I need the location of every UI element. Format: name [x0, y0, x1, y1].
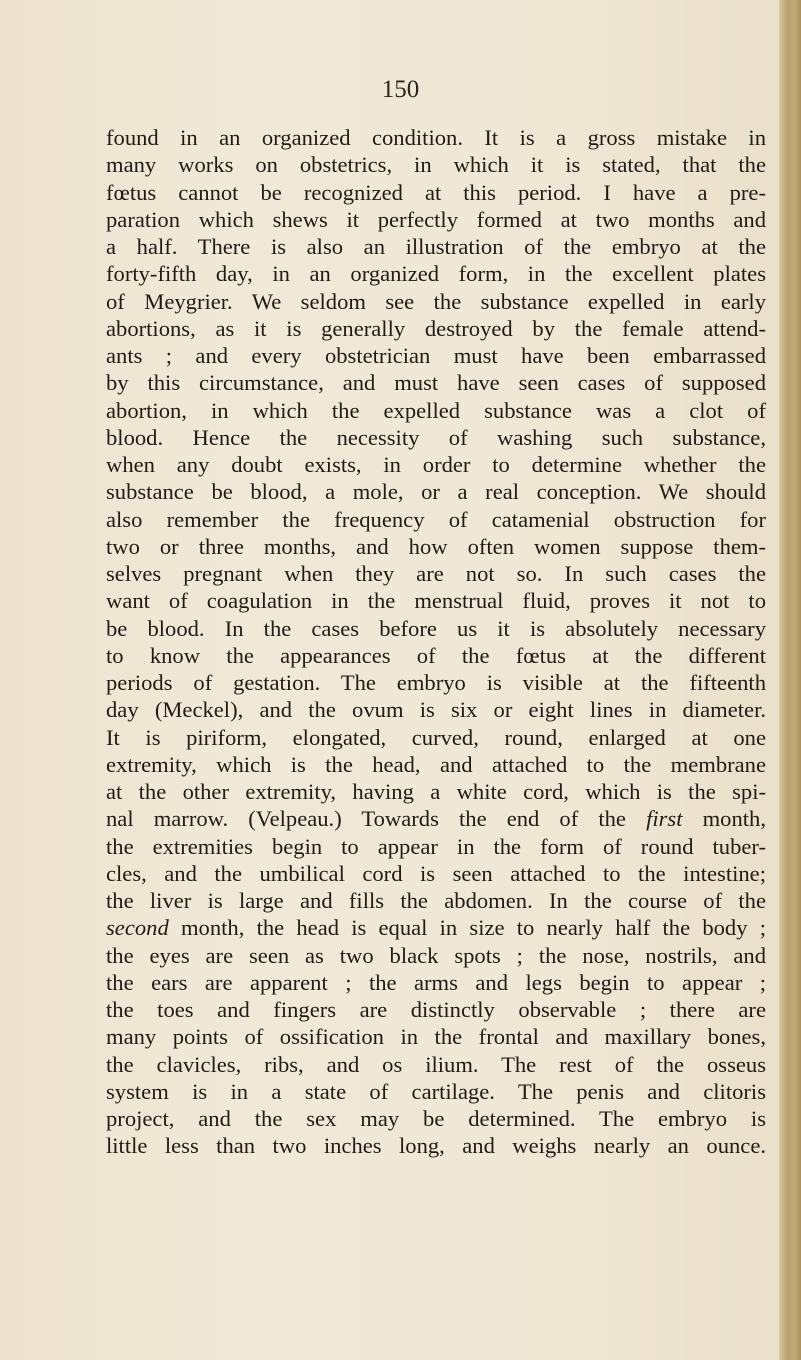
text-line: two or three months, and how often women suppose them- — [106, 533, 766, 559]
text-line: of Meygrier. We seldom see the substance expelled in early — [106, 288, 766, 314]
text-segment: month, — [702, 806, 766, 832]
text-line: selves pregnant when they are not so. In such cases the — [106, 561, 766, 586]
text-line: day (Meckel), and the ovum is six or eight lines in diameter. — [106, 697, 766, 723]
text-line: substance be blood, a mole, or a real conception. We should — [106, 479, 766, 505]
text-line: It is piriform, elongated, curved, round, enlarged at one — [106, 724, 766, 750]
italic-word-second: second — [106, 915, 169, 941]
italic-word-first: first — [646, 806, 683, 832]
text-line: by this circumstance, and must have seen cases of supposed — [106, 370, 766, 396]
text-line: the liver is large and fills the abdomen. In the course of the — [106, 888, 766, 913]
text-line: forty-fifth day, in an organized form, in the excellent plates — [106, 261, 766, 287]
text-line: paration which shews it perfectly formed at two months and — [106, 206, 766, 232]
text-line: also remember the frequency of catamenial obstruction for — [106, 506, 766, 532]
text-line: the clavicles, ribs, and os ilium. The rest of the osseus — [106, 1051, 766, 1077]
text-line: little less than two inches long, and weighs nearly an ounce. — [106, 1133, 766, 1159]
text-line: a half. There is also an illustration of the embryo at the — [106, 234, 766, 259]
text-line: the eyes are seen as two black spots ; the nose, nostrils, and — [106, 942, 766, 968]
body-text — [106, 124, 766, 1160]
text-line: extremity, which is the head, and attached to the membrane — [106, 751, 766, 777]
text-line: when any doubt exists, in order to determine whether the — [106, 452, 766, 477]
text-line: abortions, as it is generally destroyed by the female attend- — [106, 315, 766, 341]
text-line: system is in a state of cartilage. The penis and clitoris — [106, 1078, 766, 1104]
text-line: many points of ossification in the frontal and maxillary bones, — [106, 1024, 766, 1050]
text-line: periods of gestation. The embryo is visible at the fifteenth — [106, 670, 766, 695]
text-line: the ears are apparent ; the arms and legs begin to appear ; — [106, 969, 766, 995]
text-line: fœtus cannot be recognized at this period. I have a pre- — [106, 179, 766, 205]
text-line: found in an organized condition. It is a gross mistake in — [106, 125, 766, 150]
text-line: to know the appearances of the fœtus at the different — [106, 642, 766, 668]
text-segment: month, the head is equal in size to nearly half the body ; — [180, 915, 767, 941]
page-edge — [779, 0, 801, 1360]
text-segment: nal marrow. (Velpeau.) Towards the end of the — [106, 806, 626, 832]
text-line: blood. Hence the necessity of washing such substance, — [106, 424, 766, 450]
text-line: at the other extremity, having a white cord, which is the spi- — [106, 779, 766, 804]
text-line: project, and the sex may be determined. The embryo is — [106, 1106, 766, 1131]
text-line: many works on obstetrics, in which it is stated, that the — [106, 152, 766, 178]
text-line: want of coagulation in the menstrual fluid, proves it not to — [106, 588, 766, 614]
text-line: be blood. In the cases before us it is absolutely necessary — [106, 615, 766, 641]
text-line-with-italic — [106, 805, 766, 832]
text-line: ants ; and every obstetrician must have been embarrassed — [106, 343, 766, 368]
text-line: the extremities begin to appear in the form of round tuber- — [106, 833, 766, 859]
text-line: abortion, in which the expelled substance was a clot of — [106, 397, 766, 423]
text-line: the toes and fingers are distinctly observable ; there are — [106, 997, 766, 1022]
page-number: 150 — [381, 76, 420, 103]
text-line: cles, and the umbilical cord is seen attached to the intestine; — [106, 860, 766, 886]
text-line-with-italic — [106, 914, 766, 941]
